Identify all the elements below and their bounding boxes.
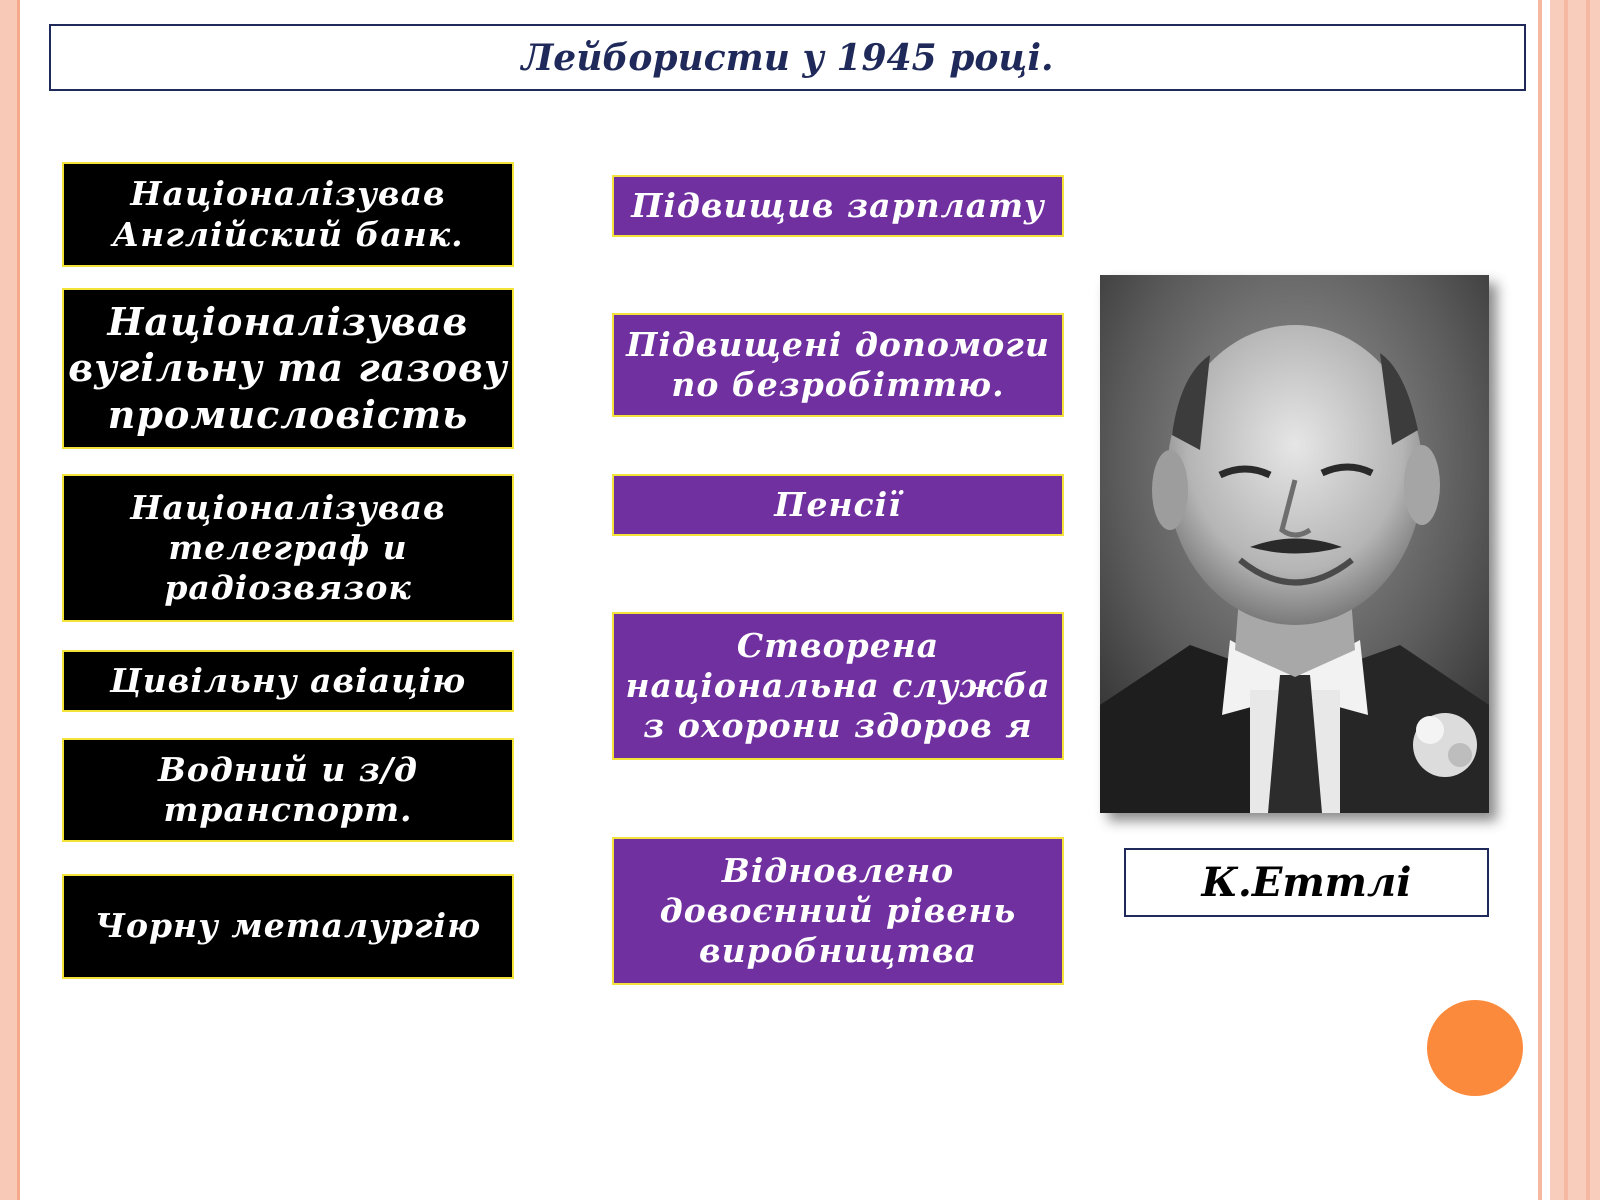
social-item-health-service: Створена національна служба з охорони здоров я	[612, 612, 1064, 760]
portrait-caption: К.Еттлі	[1201, 859, 1412, 906]
nationalized-item-bank: Націоналізував Англійский банк.	[62, 162, 514, 267]
nationalized-item-civil-aviation: Цивільну авіацію	[62, 650, 514, 712]
nationalized-item-telegraph-radio: Націоналізував телеграф и радіозвязок	[62, 474, 514, 622]
nationalized-item-coal-gas: Націоналізував вугільну та газову промисловість	[62, 288, 514, 449]
nationalized-item-metallurgy: Чорну металургію	[62, 874, 514, 979]
portrait-illustration	[1100, 275, 1489, 813]
portrait-caption-box	[1124, 848, 1489, 917]
nationalized-item-water-rail: Водний и з/д транспорт.	[62, 738, 514, 842]
slide-right-border	[1530, 0, 1600, 1200]
slide-title: Лейбористи у 1945 році.	[521, 36, 1054, 79]
social-item-wages: Підвищив зарплату	[612, 175, 1064, 237]
social-item-unemployment: Підвищені допомоги по безробіттю.	[612, 313, 1064, 417]
portrait-photo	[1100, 275, 1489, 813]
title-box	[49, 24, 1526, 91]
social-item-pensions: Пенсії	[612, 474, 1064, 536]
orange-circle-decoration	[1427, 1000, 1523, 1096]
slide-left-border	[0, 0, 20, 1200]
social-item-production: Відновлено довоєнний рівень виробництва	[612, 837, 1064, 985]
